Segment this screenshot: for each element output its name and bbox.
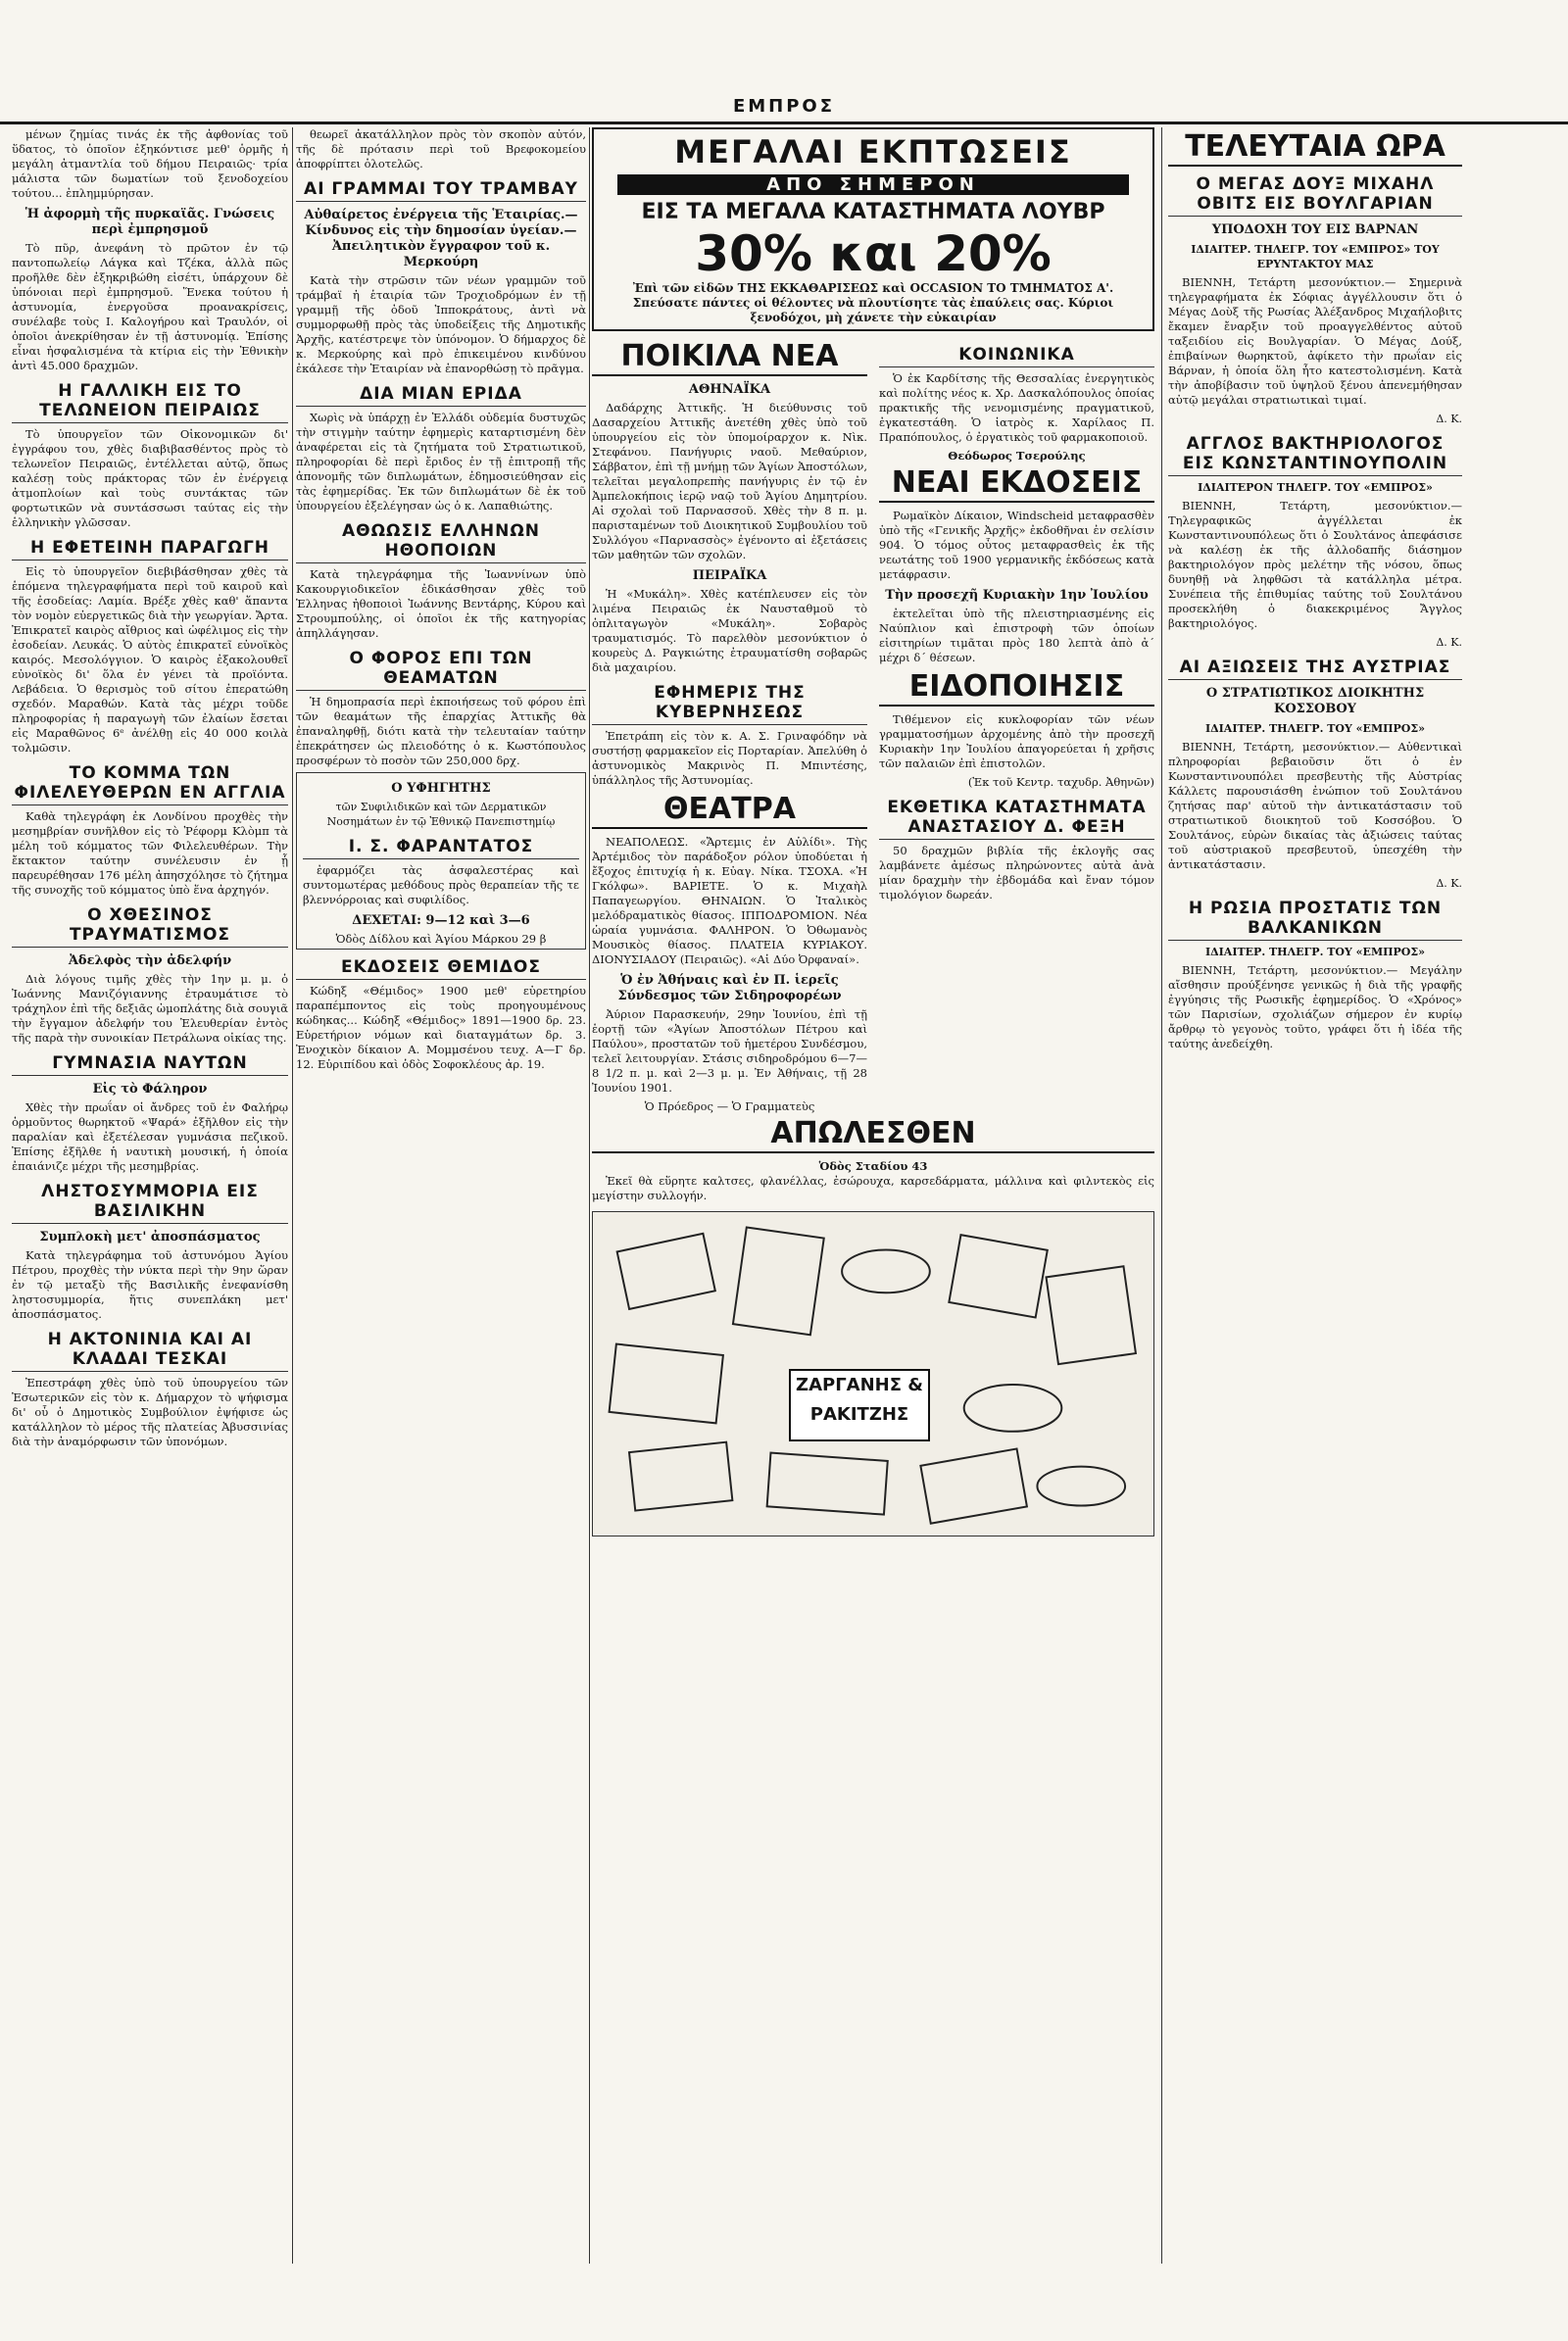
column-3-right <box>879 337 1154 1114</box>
tax-text: Ἡ δημοπρασία περὶ ἐκποιήσεως τοῦ φόρου ἐπὶ τῶν θεαμάτων τῆς ἐπαρχίας Ἀττικῆς θὰ ἐπαναληφθῇ, διότι κατὰ τὴν τελευταίαν ταύτην ἐπεκράτησεν ὡς πλειοδότης ὁ κ. Κωστόπουλος προσφέρων τὸ ποσὸν τῶν 250,000 δρχ. <box>296 695 586 767</box>
harvest-heading: Η ΕΦΕΤΕΙΝΗ ΠΑΡΑΓΩΓΗ <box>12 538 288 561</box>
masthead <box>0 96 1568 124</box>
tram-text: Κατὰ τὴν στρῶσιν τῶν νέων γραμμῶν τοῦ τράμβαϊ ἡ ἑταιρία τῶν Τροχιοδρόμων ἐν τῇ γραμμῇ τῆς ὁδοῦ Ἱπποκράτους, ἀντὶ νὰ συμμορφωθῇ πρὸς τὰς ὑποδείξεις τῆς Δημοτικῆς Ἀρχῆς, κατέστρεψε τὸν ὑπόνομον. Ὁ δήμαρχος δὲ κ. Μερκούρης καὶ πρὸ ἐπικειμένου κινδύνου ἐκάλεσε τὴν Ἑταιρίαν νὰ ἐπανορθώσῃ τὸ πρᾶγμα. <box>296 273 586 375</box>
column-1 <box>12 127 288 2264</box>
russia-text: ΒΙΕΝΝΗ, Τετάρτη, μεσονύκτιον.— Μεγάλην αἴσθησιν προύξένησε γενικῶς ἡ διὰ τῆς γραφῆς ἐγγύησις τῆς Ρωσικῆς ἐφημερίδος. Ὁ «Χρόνος» τῶν Παρισίων, σχολιάζων σήμερον ἐν κυρίῳ ἄρθρῳ τὸ γεγονὸς τοῦτο, γράφει ὅτι ἡ ἰδέα τῆς ταύτης ἀνεδείχθη. <box>1168 963 1462 1050</box>
union-text: Ἀύριον Παρασκευήν, 29ην Ἰουνίου, ἐπὶ τῇ ἑορτῇ τῶν «Ἁγίων Ἀποστόλων Πέτρου καὶ Παύλου», προστατῶν τοῦ ἡμετέρου Συνδέσμου, τελεῖ λειτουργίαν. Στάσις σιδηροδρόμου 6—7—8 1/2 π. μ. καὶ 2—3 μ. μ. Ἐν Ἀθήναις, τῇ 28 Ἰουνίου 1901. <box>592 1007 867 1095</box>
bandits-heading: ΛΗΣΤΟΣΥΜΜΟΡΙΑ ΕΙΣ ΒΑΣΙΛΙΚΗΝ <box>12 1182 288 1224</box>
bacteriologist-heading: ΑΓΓΛΟΣ ΒΑΚΤΗΡΙΟΛΟΓΟΣ ΕΙΣ ΚΩΝΣΤΑΝΤΙΝΟΥΠΟΛΙΝ <box>1168 434 1462 476</box>
themis-heading: ΕΚΔΟΣΕΙΣ ΘΕΜΙΔΟΣ <box>296 957 586 980</box>
dateline-3: ΙΔΙΑΙΤΕΡ. ΤΗΛΕΓΡ. ΤΟΥ «ΕΜΠΡΟΣ» <box>1204 722 1426 735</box>
sailors-text: Χθὲς τὴν πρωΐαν οἱ ἄνδρες τοῦ ἐν Φαλήρῳ ὁρμοῦντος θωρηκτοῦ «Ψαρά» ἐξῆλθον εἰς τὴν παραλίαν καὶ ἐξετέλεσαν γυμνάσια πεζικοῦ. Ἐπίσης ἐξῆλθε ἡ ναυτικὴ μουσική, ἡ ὁποία ἐπαιάνιζε μέχρι τῆς μεσημβρίας. <box>12 1100 288 1173</box>
dateline-4: ΙΔΙΑΙΤΕΡ. ΤΗΛΕΓΡ. ΤΟΥ «ΕΜΠΡΟΣ» <box>1204 946 1426 958</box>
doctor-ad-sub: τῶν Συφιλιδικῶν καὶ τῶν Δερματικῶν Νοσημάτων ἐν τῷ Ἐθνικῷ Πανεπιστημίῳ <box>326 801 556 828</box>
lost-text: Ἐκεῖ θὰ εὕρητε καλτσες, φλανέλλας, ἐσώρουχα, καρσεδάρματα, μάλλινα καὶ φιλντεκὸς εἰς μεγίστην συλλογήν. <box>592 1174 1154 1202</box>
grand-duke-text: ΒΙΕΝΝΗ, Τετάρτη μεσονύκτιον.— Σημερινὰ τηλεγραφήματα ἐκ Σόφιας ἀγγέλλουσιν ὅτι ὁ Μέγας Δοὺξ τῆς Ρωσίας Ἀλέξανδρος Μιχαήλοβιτς ἔκαμεν ἔναρξιν τοῦ προαγγελθέντος αὐτοῦ ταξειδίου εἰς Βουλγαρίαν. Ὁ Μέγας Δούξ, ἐπιβαίνων θωρηκτοῦ, ἀφίκετο τὴν πρωΐαν εἰς Βάρναν, ἡ ὁποία ὅλη ἦτο κατεστολισμένη. Κατὰ τὴν ἀποβίβασιν τοῦ ὑψηλοῦ ξένου ἀπενεμήθησαν αὐτῷ μεγάλαι στρατιωτικαὶ τιμαί. <box>1168 275 1462 407</box>
russia-heading: Η ΡΩΣΙΑ ΠΡΟΣΤΑΤΙΣ ΤΩΝ ΒΑΛΚΑΝΙΚΩΝ <box>1168 899 1462 941</box>
liberal-party-heading: ΤΟ ΚΟΜΜΑ ΤΩΝ ΦΙΛΕΛΕΥΘΕΡΩΝ ΕΝ ΑΓΓΛΙΑ <box>12 763 288 805</box>
sale-heading: ΜΕΓΑΛΑΙ ΕΚΠΤΩΣΕΙΣ <box>674 133 1072 171</box>
quarrel-text: Χωρὶς νὰ ὑπάρχῃ ἐν Ἑλλάδι οὐδεμία δυστυχῶς τὴν στιγμὴν ταύτην ἐφημερὶς καταρτισμένη δὲν ἀναφέρεται εἰς τὰ ζητήματα τοῦ Στρατιωτικοῦ, πληροφορίαι δὲ περὶ ἔριδος ἐν τῇ ἐπιτροπῇ τῆς ἀπονομῆς τῶν διπλωμάτων, ἐδημοσιεύθησαν εἰς τὰς ἐφημερίδας. Ἐκ τῶν διπλωμάτων δὲ ἐκ τοῦ ὑπουργείου ἐξελέγησαν ὡς ὁ κ. Λαπαθιώτης. <box>296 411 586 512</box>
union-signature: Ὁ Πρόεδρος — Ὁ Γραμματεὺς <box>644 1099 815 1113</box>
gallic-heading: Η ΓΑΛΛΙΚΗ ΕΙΣ ΤΟ ΤΕΛΩΝΕΙΟΝ ΠΕΙΡΑΙΩΣ <box>12 381 288 423</box>
notice-heading: ΕΙΔΟΠΟΙΗΣΙΣ <box>879 669 1154 707</box>
store-text: 50 δραχμῶν βιβλία τῆς ἐκλογῆς σας λαμβάνετε ἀμέσως πληρώνοντες αὐτὰ ἀνὰ μίαν δραχμὴν τὴν ἑβδομάδα καὶ ἔναν τόμον τιμολόγιον δωρεάν. <box>879 844 1154 902</box>
social-heading: ΚΟΙΝΩΝΙΚΑ <box>879 345 1154 367</box>
column-rule <box>292 127 293 2264</box>
signature-2: Δ. Κ. <box>1436 636 1462 649</box>
sailors-heading: ΓΥΜΝΑΣΙΑ ΝΑΥΤΩΝ <box>12 1053 288 1076</box>
excursion-heading: Τὴν προσεχῆ Κυριακὴν 1ην Ἰουλίου <box>885 588 1149 603</box>
social-signature: Θεόδωρος Τσερούλης <box>948 449 1086 463</box>
wounding-text: Διὰ λόγους τιμῆς χθὲς τὴν 1ην μ. μ. ὁ Ἰωάννης Μανιζόγιαννης ἐτραυμάτισε τὸ τράχηλον ἐπὶ τῆς δεξιᾶς ὠμοπλάτης διὰ σουγιᾶ τὴν ἔγγαμον ἀδελφήν του Ἐλευθερίαν ἐντὸς τῆς παρὰ τὴν συνοικίαν Πετράλωνα οἰκίας της. <box>12 972 288 1045</box>
column-3-left <box>592 337 867 1114</box>
quarrel-heading: ΔΙΑ ΜΙΑΝ ΕΡΙΔΑ <box>296 384 586 407</box>
actors-text: Κατὰ τηλεγράφημα τῆς Ἰωαννίνων ὑπὸ Κακουργιοδικεῖον ἐδικάσθησαν χθὲς τοῦ Ἑλληνας ἠθοποιοὶ Ἰωάννης Βεντάρης, Κύρου καὶ Στρουμπούλης, οἱ ὁποῖοι ἐκ τῆς κατηγορίας ἀπηλλάγησαν. <box>296 567 586 640</box>
doctor-ad-name: Ι. Σ. ΦΑΡΑΝΤΑΤΟΣ <box>303 837 579 859</box>
clothing-illustration <box>592 1211 1154 1536</box>
zarganis-shop-sign: ΖΑΡΓΑΝΗΣ & ΡΑΚΙΤΖΗΣ <box>789 1369 930 1441</box>
sewer-text: Ἐπεστράφη χθὲς ὑπὸ τοῦ ὑπουργείου τῶν Ἐσωτερικῶν εἰς τὸν κ. Δήμαρχον τὸ ψήφισμα δι' οὗ ὁ Δημοτικὸς Συμβούλιον ἐψήφισε ὡς κατάλληλον τὸ μέρος τῆς πλατείας Ἀβυσσινίας διὰ τὴν ἀναμόρφωσιν τῶν ὑπονόμων. <box>12 1376 288 1448</box>
grand-duke-heading: Ο ΜΕΓΑΣ ΔΟΥΞ ΜΙΧΑΗΛ ΟΒΙΤΣ ΕΙΣ ΒΟΥΛΓΑΡΙΑΝ <box>1168 174 1462 217</box>
new-publications-heading: ΝΕΑΙ ΕΚΔΟΣΕΙΣ <box>879 465 1154 503</box>
column-rule <box>1161 127 1162 2264</box>
reception-heading: ΥΠΟΔΟΧΗ ΤΟΥ ΕΙΣ ΒΑΡΝΑΝ <box>1211 222 1419 237</box>
sale-line-1: Ἐπὶ τῶν εἰδῶν ΤΗΣ ΕΚΚΑΘΑΡΙΣΕΩΣ καὶ OCCASION ΤΟ ΤΜΗΜΑΤΟΣ Α'. <box>632 281 1114 295</box>
lost-address: Ὁδὸς Σταδίου 43 <box>818 1159 928 1173</box>
doctor-ad-hours: ΔΕΧΕΤΑΙ: 9—12 καὶ 3—6 <box>352 913 530 928</box>
harvest-text: Εἰς τὸ ὑπουργεῖον διεβιβάσθησαν χθὲς τὰ ἑπόμενα τηλεγραφήματα περὶ τοῦ καιροῦ καὶ τῆς ἐσοδείας: Λαμία. Βρέξε χθὲς καθ' ἅπαντα τὸν νομὸν εὐεργετικῶς διὰ τὴν γεωργίαν. Ἄρτα. Ἐπικρατεῖ καιρὸς αἴθριος καὶ ὠφέλιμος εἰς τὴν ἐσοδείαν. Λευκάς. Ὁ αὐτὸς ἐπικρατεῖ εὐνοϊκὸς καιρός. Μεσολόγγιον. Ὁ καιρὸς ἐξακολουθεῖ εὐνοϊκὸς δι' ὅλα ἐν γένει τὰ προϊόντα. Λεβάδεια. Ὁ θερισμὸς τοῦ σίτου ἐπερατώθη σχεδόν. Μαραθών. Κατὰ τὰς μέχρι τοῦδε πληροφορίας ἡ παραγωγὴ τῶν ἐλαίων ἔσεται εἰς Μαραθῶνος 6ᵉ ἀνέλθῃ εἰς 40 000 κοιλὰ τολμῶσιν. <box>12 564 288 755</box>
fire-heading: Ἡ ἀφορμὴ τῆς πυρκαϊᾶς. Γνώσεις περὶ ἐμπρησμοῦ <box>24 207 275 237</box>
column-3-split <box>592 337 1154 1114</box>
louvre-sale-banner <box>592 127 1154 331</box>
athens-text: Δαδάρχης Ἀττικῆς. Ἡ διεύθυνσις τοῦ Δασαρχείου Ἀττικῆς ἀνετέθη χθὲς ὑπὸ τοῦ ὑπουργείου εἰς τὸν ὑπομοίραρχον κ. Νὶκ. Στεφάνου. Πανήγυρις ναοῦ. Μεθαύριον, Σάββατον, ἐπὶ τῇ μνήμῃ τῶν Ἁγίων Ἀποστόλων, τελεῖται μεγαλοπρεπὴς πανήγυρις ἐν τῷ ἐν Ἀμπελοκήποις ἱερῷ ναῷ τοῦ Ἁγίου Δημητρίου. Αἱ σχολαὶ τοῦ Παρνασσοῦ. Χθὲς τὴν 8 π. μ. παρισταμένων τοῦ Διοικητικοῦ Συμβουλίου τοῦ Συλλόγου «Παρνασσὸς» ἐγένοντο αἱ ἐξετάσεις τῶν μαθητῶν τῶν σχολῶν. <box>592 401 867 561</box>
kosovo-text: ΒΙΕΝΝΗ, Τετάρτη, μεσονύκτιον.— Αὐθεντικαὶ πληροφορίαι βεβαιοῦσιν ὅτι ὁ ἐν Κωνσταντινουπόλει πρεσβευτὴς τῆς Αὐστρίας Κάλλετς παρουσιάσθη ἐνώπιον τοῦ Σουλτάνου ζητήσας παρ' αὐτοῦ τὴν ἀντικατάστασιν τοῦ στρατιωτικοῦ διοικητοῦ τοῦ Κοσσόβου. Ὁ Σουλτάνος, εὑρὼν δικαίας τὰς ἀξιώσεις ταύτας τοῦ αὐστριακοῦ πρεσβευτοῦ, ὑπεσχέθη τὴν ἀντικατάστασιν. <box>1168 740 1462 871</box>
athens-heading: ΑΘΗΝΑΪΚΑ <box>688 382 771 397</box>
doctor-ad-text: ἐφαρμόζει τὰς ἀσφαλεστέρας καὶ συντομωτέρας μεθόδους πρὸς θεραπείαν τῆς τε βλεννόρροιας καὶ συφιλίδος. <box>303 863 579 906</box>
doctor-ad-heading: Ο ΥΦΗΓΗΤΗΣ <box>391 781 491 796</box>
sale-stores: ΕΙΣ ΤΑ ΜΕΓΑΛΑ ΚΑΤΑΣΤΗΜΑΤΑ ΛΟΥΒΡ <box>641 200 1105 224</box>
liberal-party-text: Καθὰ τηλεγράφη ἐκ Λονδίνου προχθὲς τὴν μεσημβρίαν συνῆλθον εἰς τὸ Ῥέφορμ Κλὸμπ τὰ μέλη τοῦ κόμματος τῶν Φιλελευθέρων. Τὴν ἔκτακτον ταύτην συνέλευσιν ἐν ᾗ παρευρέθησαν 176 μέλη ἀπησχόλησε τὸ ζήτημα τῆς συνοχῆς τοῦ κόμματος ὑπὸ ἕνα ἀρχηγόν. <box>12 809 288 897</box>
sale-percent: 30% και 20% <box>695 225 1052 282</box>
last-hour-heading: ΤΕΛΕΥΤΑΙΑ ΩΡΑ <box>1168 129 1462 167</box>
themis-text: Κώδηξ «Θέμιδος» 1900 μεθ' εὑρετηρίου παραπέμποντος εἰς τοὺς προηγουμένους κώδηκας... Κώδηξ «Θέμιδος» 1891—1900 δρ. 23. Εὑρετήριον νόμων καὶ διαταγμάτων δρ. 3. Ἐνοχικὸν δίκαιον Α. Μομμσένου τευχ. Α—Γ δρ. 12. Εὐριπίδου καὶ ὁδὸς Σοφοκλέους ἀρ. 19. <box>296 984 586 1071</box>
lost-heading: ΑΠΩΛΕΣΘΕΝ <box>592 1116 1154 1153</box>
signature-3: Δ. Κ. <box>1436 877 1462 890</box>
masthead-title: ΕΜΠΡΟΣ <box>732 96 836 117</box>
signature-1: Δ. Κ. <box>1436 413 1462 425</box>
sale-from-today: ΑΠΟ ΣΗΜΕΡΟΝ <box>617 174 1129 195</box>
column-4 <box>1168 127 1462 2264</box>
col1-intro: μένων ζημίας τινάς ἐκ τῆς ἀφθονίας τοῦ ὕδατος, τὸ ὁποῖον ἐξηκόντισε μεθ' ὁρμῆς ἡ μεγάλη ἀτμαντλία τοῦ δήμου Πειραιῶς· τρία μάλιστα τῶν δωματίων τοῦ ξενοδοχείου τούτου... ἐπλημμύρησαν. <box>12 127 288 200</box>
col2-intro: θεωρεῖ ἀκατάλληλον πρὸς τὸν σκοπὸν αὐτόν, τῆς δὲ πρότασιν περὶ τοῦ Βρεφοκομείου ἀποφρίπτει ὁλοτελῶς. <box>296 127 586 171</box>
wounding-subheading: Ἀδελφὸς τὴν ἀδελφήν <box>68 953 232 968</box>
actors-heading: ΑΘΩΩΣΙΣ ΕΛΛΗΝΩΝ ΗΘΟΠΟΙΩΝ <box>296 521 586 563</box>
tax-heading: Ο ΦΟΡΟΣ ΕΠΙ ΤΩΝ ΘΕΑΜΑΤΩΝ <box>296 649 586 691</box>
doctor-ad-address: Ὁδὸς Δίδλου καὶ Ἁγίου Μάρκου 29 β <box>335 932 547 946</box>
column-rule <box>589 127 590 2264</box>
notice-source: (Ἐκ τοῦ Κεντρ. ταχυδρ. Ἀθηνῶν) <box>967 775 1154 789</box>
tram-subheading: Αὐθαίρετος ἐνέργεια τῆς Ἑταιρίας.— Κίνδυνος εἰς τὴν δημοσίαν ὑγείαν.— Ἀπειλητικὸν ἔγγραφον τοῦ κ. Μερκούρη <box>304 208 578 269</box>
piraeus-heading: ΠΕΙΡΑΪΚΑ <box>692 568 767 583</box>
column-2 <box>296 127 586 2264</box>
sailors-subheading: Εἰς τὸ Φάληρον <box>92 1082 208 1097</box>
gazette-text: Ἐπετράπη εἰς τὸν κ. Α. Σ. Γριναφόδην νὰ συστήσῃ φαρμακεῖον εἰς Πορταρίαν. Ἀπελύθη ὁ ἀστυνομικὸς Μακρινὸς Π. Μπιντέσης, ὑπάλληλος τῆς Ἀστυνομίας. <box>592 729 867 787</box>
tram-heading: ΑΙ ΓΡΑΜΜΑΙ ΤΟΥ ΤΡΑΜΒΑΥ <box>296 179 586 202</box>
bacteriologist-text: ΒΙΕΝΝΗ, Τετάρτη, μεσονύκτιον.— Τηλεγραφικῶς ἀγγέλλεται ἐκ Κωνσταντινουπόλεως ὅτι ὁ Σουλτάνος ἀπεφάσισε νὰ καλέσῃ ἐκ τῆς ἀλλοδαπῆς διάσημον βακτηριολόγον πρὸς μελέτην τῆς νόσου, ὅπως δυνηθῇ νὰ ληφθῶσι τὰ κατάλληλα μέτρα. Συνέπεια τῆς ἐπιθυμίας ταύτης τοῦ Σουλτάνου προσεκλήθη ὁ διακεκριμένος Ἄγγλος βακτηριολόγος. <box>1168 499 1462 630</box>
theatres-text: ΝΕΑΠΟΛΕΩΣ. «Ἄρτεμις ἐν Αὐλίδι». Τὴς Ἀρτέμιδος τὸν παράδοξον ρόλον ὑποδύεται ἡ ἔξοχος ἐπιτυχίᾳ ἡ κ. Εὐαγ. Νίκα. ΤΣΟΧΑ. «Ἡ Γκόλφω». ΒΑΡΙΕΤΕ. Ὁ κ. Μιχαὴλ Παπαγεωργίου. ΘΗΝΑΙΩΝ. Ὁ Ἰταλικὸς μελόδραματικὸς θίασος. ΙΠΠΟΔΡΟΜΙΟΝ. Νέα ὡραία γυμνάσια. ΦΑΛΗΡΟΝ. Ὁ Ὀθωμανὸς Μουσικὸς θίασος. ΠΛΑΤΕΙΑ ΚΥΡΙΑΚΟΥ. ΔΙΟΝΥΣΙΑΔΟΥ (Πειραιῶς). «Αἱ Δύο Ὀρφαναί». <box>592 835 867 966</box>
theatres-heading: ΘΕΑΤΡΑ <box>592 792 867 829</box>
gazette-heading: ΕΦΗΜΕΡΙΣ ΤΗΣ ΚΥΒΕΡΝΗΣΕΩΣ <box>592 683 867 725</box>
column-3 <box>592 127 1154 2264</box>
dateline-1: ΙΔΙΑΙΤΕΡ. ΤΗΛΕΓΡ. ΤΟΥ «ΕΜΠΡΟΣ» ΤΟΥ ΕΡΥΝΤΑΚΤΟΥ ΜΑΣ <box>1191 243 1440 270</box>
bandits-subheading: Συμπλοκὴ μετ' ἀποσπάσματος <box>39 1230 261 1244</box>
sewer-heading: Η ΑΚΤΟΝΙΝΙΑ ΚΑΙ ΑΙ ΚΛΑΔΑΙ ΤΕΣΚΑΙ <box>12 1330 288 1372</box>
fire-text: Τὸ πῦρ, ἀνεφάνη τὸ πρῶτον ἐν τῷ παντοπωλείῳ Λάγκα καὶ Τζέκα, ἀλλὰ πῶς προῆλθε δὲν ἐξηκριβώθη εἰσέτι, ὑπάρχουν δὲ ὑπόνοιαι περὶ ἐμπρησμοῦ. Ἕνεκα τούτου ἡ ἀστυνομία, ἐνεργοῦσα προανακρίσεις, συνέλαβε τοὺς Ι. Καλογήρου καὶ Τραυλόν, οἱ ὁποῖοι ἀνεκρίθησαν ἐν τῇ ἀστυνομίᾳ. Ἐπίσης εἶναι ἠσφαλισμένα τὰ κτίρια εἰς τὴν Ἐθνικὴν ἀντὶ 45.000 δραχμῶν. <box>12 241 288 372</box>
notice-text: Τιθέμενον εἰς κυκλοφορίαν τῶν νέων γραμματοσήμων ἀρχομένης ἀπὸ τὴν προσεχῆ Κυριακὴν 1ην Ἰουλίου ἀπαγορεύεται ἡ χρῆσις τῶν παλαιῶν ἐπὶ ἐπιστολῶν. <box>879 712 1154 770</box>
dateline-2: ΙΔΙΑΙΤΕΡΟΝ ΤΗΛΕΓΡ. ΤΟΥ «ΕΜΠΡΟΣ» <box>1198 481 1433 494</box>
social-text: Ὁ ἐκ Καρδίτσης τῆς Θεσσαλίας ἐνεργητικὸς καὶ πολίτης νέος κ. Χρ. Δασκαλόπουλος ὁποίας πρακτικῆς τῆς νενομισμένης πραγματικοῦ, ἐγκατεστάθη. Ὁ ἰατρὸς κ. Χαρίλαος Π. Πραπόπουλος, ὁ ἐργατικὸς τοῦ φαρμακοποιοῦ. <box>879 371 1154 444</box>
store-heading: ΕΚΘΕΤΙΚΑ ΚΑΤΑΣΤΗΜΑΤΑ ΑΝΑΣΤΑΣΙΟΥ Δ. ΦΕΞΗ <box>879 798 1154 840</box>
sale-line-2: Σπεύσατε πάντες οἱ θέλοντες νὰ πλουτίσητε τὰς ἐπαύλεις σας. Κύριοι ξενοδόχοι, μὴ χάνετε τὴν εὐκαιρίαν <box>632 296 1114 324</box>
wounding-heading: Ο ΧΘΕΣΙΝΟΣ ΤΡΑΥΜΑΤΙΣΜΟΣ <box>12 905 288 948</box>
piraeus-text: Ἡ «Μυκάλη». Χθὲς κατέπλευσεν εἰς τὸν λιμένα Πειραιῶς ἐκ Ναυσταθμοῦ τὸ ὁπλιταγωγὸν «Μυκάλη». Σοβαρὸς τραυματισμός. Τὸ παρελθὸν μεσονύκτιον ὁ κουρεὺς Δ. Ραγκιώτης ἐτραυματίσθη σοβαρῶς διὰ μαχαιρίου. <box>592 587 867 674</box>
doctor-ad <box>296 772 586 950</box>
austria-heading: ΑΙ ΑΞΙΩΣΕΙΣ ΤΗΣ ΑΥΣΤΡΙΑΣ <box>1168 658 1462 680</box>
new-publications-text: Ρωμαϊκὸν Δίκαιον, Windscheid μεταφρασθὲν ὑπὸ τῆς «Γενικῆς Ἀρχῆς» ἐκδοθῆναι ἐν σελίσιν 904. Ὁ τόμος οὗτος μεταφρασθεὶς ἐκ τῆς νεωτάτης τοῦ 1900 γερμανικῆς ἐκδόσεως κατὰ μετάφρασιν. <box>879 509 1154 581</box>
various-news-heading: ΠΟΙΚΙΛΑ ΝΕΑ <box>592 339 867 376</box>
union-heading: Ὁ ἐν Ἀθήναις καὶ ἐν Π. ἱερεῖς Σύνδεσμος τῶν Σιδηροφορέων <box>617 973 842 1003</box>
bandits-text: Κατὰ τηλεγράφημα τοῦ ἀστυνόμου Ἁγίου Πέτρου, προχθὲς τὴν νύκτα περὶ τὴν 9ην ὥραν ἐν τῷ μεταξὺ τῆς Βασιλικῆς ἐνεφανίσθη ληστοσυμμορία, ἥτις συνεπλάκη μετ' ἀποσπάσματος. <box>12 1248 288 1321</box>
gallic-text: Τὸ ὑπουργεῖον τῶν Οἰκονομικῶν δι' ἐγγράφου του, χθὲς διαβιβασθέντος πρὸς τὸ τελωνεῖον Πειραιῶς, ἐντέλλεται αὐτῷ, ὅπως καλέσῃ τοὺς πράκτορας τῶν ἐν ἐνέργειᾳ ἀτμοπλοίων καὶ τοὺς συντάκτας τῶν φορτωτικῶν νὰ συντάσσωσι ταύτας εἰς τὴν ἑλληνικὴν γλῶσσαν. <box>12 427 288 529</box>
kosovo-heading: Ο ΣΤΡΑΤΙΩΤΙΚΟΣ ΔΙΟΙΚΗΤΗΣ ΚΟΣΣΟΒΟΥ <box>1205 686 1425 716</box>
excursion-text: ἐκτελεῖται ὑπὸ τῆς πλειστηριασμένης εἰς Ναύπλιον καὶ ἐπιστροφὴ τῶν ὁποίων εἰσιτηρίων τιμᾶται πρὸς 180 λεπτὰ ἀπὸ ἀ΄ μέχρι δ΄ θέσεων. <box>879 607 1154 664</box>
